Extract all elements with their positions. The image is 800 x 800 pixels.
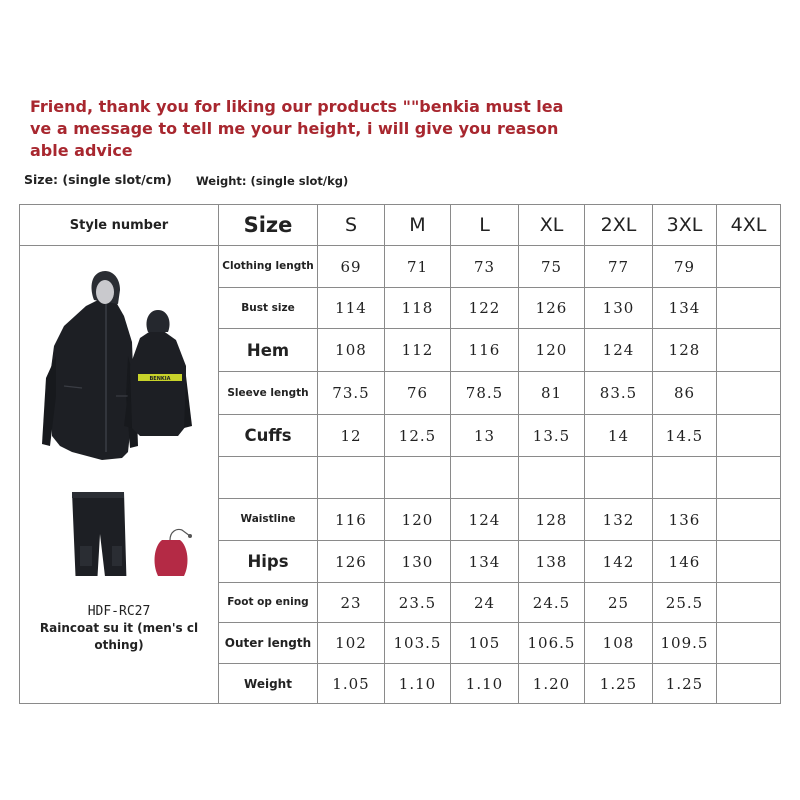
size-col-3xl: 3XL xyxy=(653,205,717,246)
table-cell: 76 xyxy=(385,372,451,415)
table-cell: 1.10 xyxy=(451,664,519,704)
row-label-foot-opening: Foot op ening xyxy=(219,583,318,623)
table-cell: 128 xyxy=(519,499,585,541)
size-unit-note: Size: (single slot/cm) xyxy=(24,172,172,187)
table-cell: 73 xyxy=(451,246,519,288)
table-cell: 136 xyxy=(653,499,717,541)
size-col-xl: XL xyxy=(519,205,585,246)
weight-unit-note: Weight: (single slot/kg) xyxy=(196,174,349,188)
notice-line-3: able advice xyxy=(30,141,133,160)
jacket-back-image xyxy=(124,310,192,436)
table-cell: 146 xyxy=(653,541,717,583)
table-cell: 138 xyxy=(519,541,585,583)
table-cell: 130 xyxy=(385,541,451,583)
table-cell: 86 xyxy=(653,372,717,415)
table-cell: 71 xyxy=(385,246,451,288)
table-cell: 114 xyxy=(318,288,385,329)
row-label-hem: Hem xyxy=(219,329,318,372)
table-cell: 142 xyxy=(585,541,653,583)
pants-image xyxy=(72,492,128,576)
table-cell: 75 xyxy=(519,246,585,288)
jacket-front-image xyxy=(42,271,138,460)
table-cell: 13.5 xyxy=(519,415,585,457)
table-cell: 73.5 xyxy=(318,372,385,415)
table-cell: 14 xyxy=(585,415,653,457)
table-cell: 103.5 xyxy=(385,623,451,664)
table-cell xyxy=(318,457,385,499)
table-cell: 134 xyxy=(451,541,519,583)
table-cell: 109.5 xyxy=(653,623,717,664)
table-cell xyxy=(717,457,781,499)
table-cell xyxy=(717,583,781,623)
table-cell: 116 xyxy=(318,499,385,541)
table-cell: 14.5 xyxy=(653,415,717,457)
table-cell xyxy=(717,664,781,704)
table-cell: 81 xyxy=(519,372,585,415)
row-label-cuffs: Cuffs xyxy=(219,415,318,457)
table-cell: 69 xyxy=(318,246,385,288)
row-label-weight: Weight xyxy=(219,664,318,704)
table-cell xyxy=(717,415,781,457)
table-cell xyxy=(717,372,781,415)
table-cell xyxy=(717,623,781,664)
notice-line-2: ve a message to tell me your height, i will give you reason xyxy=(30,119,559,138)
table-cell xyxy=(717,288,781,329)
table-cell: 132 xyxy=(585,499,653,541)
table-cell: 79 xyxy=(653,246,717,288)
table-cell xyxy=(219,457,318,499)
table-cell: 1.25 xyxy=(653,664,717,704)
table-cell: 12.5 xyxy=(385,415,451,457)
size-col-2xl: 2XL xyxy=(585,205,653,246)
table-cell: 102 xyxy=(318,623,385,664)
table-cell: 108 xyxy=(318,329,385,372)
table-cell: 112 xyxy=(385,329,451,372)
table-row xyxy=(20,246,781,288)
size-col-l: L xyxy=(451,205,519,246)
row-label-outer-length: Outer length xyxy=(219,623,318,664)
row-label-sleeve-length: Sleeve length xyxy=(219,372,318,415)
storage-pouch-image xyxy=(155,529,192,576)
seller-notice xyxy=(30,96,564,162)
product-cell xyxy=(20,246,219,704)
table-cell: 118 xyxy=(385,288,451,329)
size-col-4xl: 4XL xyxy=(717,205,781,246)
header-row xyxy=(20,205,781,246)
table-cell: 134 xyxy=(653,288,717,329)
table-cell: 116 xyxy=(451,329,519,372)
table-cell: 12 xyxy=(318,415,385,457)
row-label-hips: Hips xyxy=(219,541,318,583)
table-cell xyxy=(451,457,519,499)
table-cell: 124 xyxy=(451,499,519,541)
size-col-m: M xyxy=(385,205,451,246)
row-label-bust-size: Bust size xyxy=(219,288,318,329)
model-number: HDF-RC27 xyxy=(87,604,151,619)
product-image xyxy=(20,246,219,576)
table-cell xyxy=(717,499,781,541)
table-cell: 130 xyxy=(585,288,653,329)
style-number-header: Style number xyxy=(20,205,219,246)
table-cell: 77 xyxy=(585,246,653,288)
jacket-brand-text: BENKIA xyxy=(149,376,171,382)
model-name: Raincoat su it (men's cl othing) xyxy=(39,621,199,652)
table-cell: 120 xyxy=(385,499,451,541)
table-cell xyxy=(717,246,781,288)
table-cell: 120 xyxy=(519,329,585,372)
table-cell: 24.5 xyxy=(519,583,585,623)
table-cell xyxy=(717,329,781,372)
table-cell: 83.5 xyxy=(585,372,653,415)
size-chart-table xyxy=(19,204,781,704)
table-cell: 13 xyxy=(451,415,519,457)
table-cell xyxy=(653,457,717,499)
table-cell: 126 xyxy=(318,541,385,583)
table-cell: 105 xyxy=(451,623,519,664)
notice-line-1: Friend, thank you for liking our products ""benkia must lea xyxy=(30,97,564,116)
table-cell: 126 xyxy=(519,288,585,329)
table-cell xyxy=(519,457,585,499)
table-cell: 1.20 xyxy=(519,664,585,704)
row-label-waistline: Waistline xyxy=(219,499,318,541)
row-label-clothing-length: Clothing length xyxy=(219,246,318,288)
table-cell xyxy=(385,457,451,499)
table-cell: 78.5 xyxy=(451,372,519,415)
table-cell: 128 xyxy=(653,329,717,372)
table-cell: 1.25 xyxy=(585,664,653,704)
table-cell: 1.10 xyxy=(385,664,451,704)
table-cell: 124 xyxy=(585,329,653,372)
table-cell: 106.5 xyxy=(519,623,585,664)
size-col-s: S xyxy=(318,205,385,246)
table-cell: 1.05 xyxy=(318,664,385,704)
table-cell xyxy=(585,457,653,499)
table-cell xyxy=(717,541,781,583)
table-cell: 25 xyxy=(585,583,653,623)
size-header: Size xyxy=(219,205,318,246)
table-cell: 23.5 xyxy=(385,583,451,623)
table-cell: 24 xyxy=(451,583,519,623)
table-cell: 122 xyxy=(451,288,519,329)
table-cell: 25.5 xyxy=(653,583,717,623)
table-cell: 108 xyxy=(585,623,653,664)
table-cell: 23 xyxy=(318,583,385,623)
